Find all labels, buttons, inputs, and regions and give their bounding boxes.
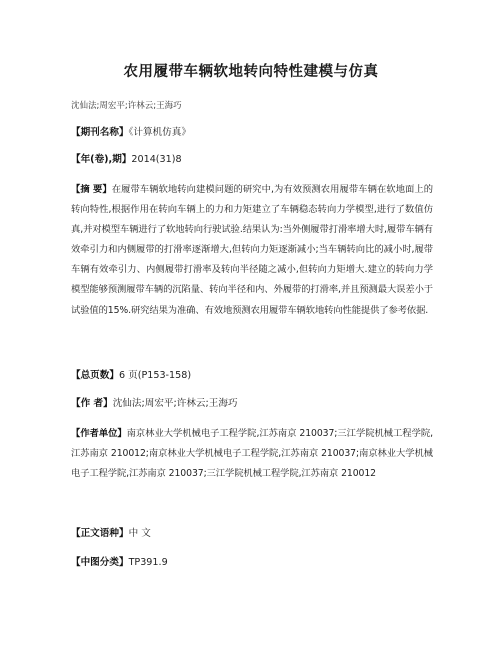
journal-value: 《计算机仿真》 <box>128 127 191 138</box>
page-title: 农用履带车辆软地转向特性建模与仿真 <box>123 64 379 80</box>
authors-label: 【作 者】 <box>71 398 113 409</box>
classification-label: 【中图分类】 <box>71 557 129 568</box>
journal-field <box>71 123 433 143</box>
journal-label: 【期刊名称】 <box>71 127 129 138</box>
affiliation-label: 【作者单位】 <box>71 428 127 439</box>
language-field <box>71 524 433 544</box>
language-value: 中 文 <box>128 528 151 539</box>
affiliation-value: 南京林业大学机械电子工程学院,江苏南京 210037;三江学院机械工程学院,江苏南京 210012;南京林业大学机械电子工程学院,江苏南京 210037;南京林业大学机械电子工程学院,江苏南京 210037;三江学院机械工程学院,江苏南京 210012 <box>71 428 433 480</box>
authors-value: 沈仙法;周宏平;许林云;王海巧 <box>112 398 238 409</box>
pages-label: 【总页数】 <box>71 370 119 381</box>
abstract-field <box>71 180 433 321</box>
year-volume-value: 2014(31)8 <box>131 154 182 165</box>
pages-field <box>71 366 433 386</box>
classification-field <box>71 553 433 573</box>
classification-value: TP391.9 <box>128 557 168 568</box>
authors-field <box>71 394 433 414</box>
language-label: 【正文语种】 <box>71 528 129 539</box>
year-volume-label: 【年(卷),期】 <box>71 154 132 165</box>
abstract-label: 【摘 要】 <box>71 184 112 195</box>
year-volume-field <box>71 150 433 170</box>
abstract-text: 在履带车辆软地转向建模问题的研究中,为有效预测农用履带车辆在软地面上的转向特性,根据作用在转向车辆上的力和力矩建立了车辆稳态转向力学模型,进行了数值仿真,并对模型车辆进行了软地转向行驶试验.结果认为:当外侧履带打滑率增大时,履带车辆有效牵引力和内侧履带的打滑率逐渐增大,但转向力矩逐渐减小;当车辆转向比的减小时,履带车辆有效牵引力、内侧履带打滑率及转向半径随之减小,但转向力矩增大.建立的转向力学模型能够预测履带车辆的沉陷量、转向半径和内、外履带的打滑率,并且预测最大误差小于试验值的15%.研究结果为准确、有效地预测农用履带车辆软地转向性能提供了参考依据. <box>71 184 433 316</box>
author-line: 沈仙法;周宏平;许林云;王海巧 <box>71 101 182 111</box>
pages-value: 6 页(P153-158) <box>118 370 192 381</box>
affiliation-field <box>71 424 433 484</box>
